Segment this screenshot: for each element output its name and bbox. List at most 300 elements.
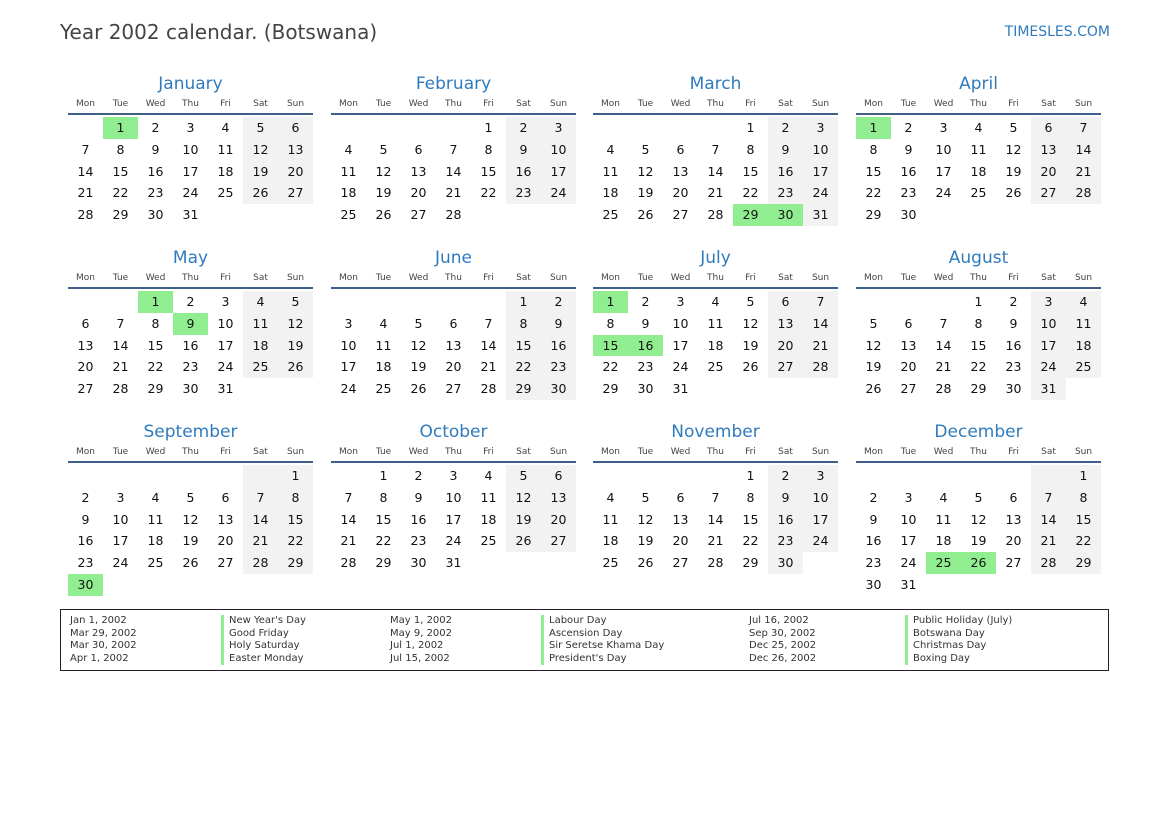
empty-day-cell bbox=[103, 465, 138, 487]
day-cell: 4 bbox=[344, 141, 353, 157]
month-name: April bbox=[959, 74, 998, 94]
day-cell: 3 bbox=[344, 315, 353, 331]
day-cell: 19 bbox=[637, 533, 654, 549]
weekday-label: Wed bbox=[670, 273, 691, 283]
day-cell: 15 bbox=[480, 163, 497, 179]
day-cell: 23 bbox=[637, 359, 654, 375]
day-cell: 22 bbox=[1066, 530, 1101, 552]
weekday-label: Thu bbox=[707, 99, 724, 109]
weekday-header bbox=[856, 97, 1101, 115]
day-cell: 5 bbox=[746, 294, 755, 309]
day-cell: 17 bbox=[900, 533, 917, 549]
day-cell: 18 bbox=[243, 335, 278, 357]
day-cell: 6 bbox=[676, 489, 685, 505]
weekday-label: Sat bbox=[1041, 273, 1056, 283]
day-cell: 13 bbox=[445, 337, 462, 353]
day-cell: 19 bbox=[410, 359, 427, 375]
day-cell: 3 bbox=[541, 117, 576, 139]
day-cell: 2 bbox=[904, 120, 913, 135]
day-cell: 20 bbox=[900, 359, 917, 375]
weekday-label: Mon bbox=[601, 447, 620, 457]
day-cell: 4 bbox=[606, 141, 615, 157]
day-cell: 1 bbox=[746, 120, 755, 135]
day-cell: 21 bbox=[1066, 161, 1101, 183]
day-cell: 3 bbox=[803, 465, 838, 487]
day-cell: 26 bbox=[637, 555, 654, 571]
legend-holiday-name: Boxing Day bbox=[905, 653, 1012, 666]
weekday-label: Mon bbox=[864, 447, 883, 457]
day-cell: 6 bbox=[414, 141, 423, 157]
day-cell: 15 bbox=[147, 337, 164, 353]
legend-holiday-name: Christmas Day bbox=[905, 640, 1012, 653]
day-cell: 27 bbox=[217, 555, 234, 571]
day-cell: 11 bbox=[970, 141, 987, 157]
day-cell: 17 bbox=[182, 163, 199, 179]
day-cell: 11 bbox=[935, 511, 952, 527]
holiday-day-cell: 1 bbox=[138, 291, 173, 313]
weekday-label: Thu bbox=[707, 273, 724, 283]
holiday-day-cell: 30 bbox=[68, 574, 103, 596]
day-cell: 12 bbox=[243, 139, 278, 161]
empty-day-cell bbox=[663, 465, 698, 487]
weekday-header bbox=[593, 97, 838, 115]
day-cell: 24 bbox=[1031, 356, 1066, 378]
day-cell: 27 bbox=[672, 207, 689, 223]
day-cell: 29 bbox=[742, 555, 759, 571]
holiday-day-cell: 1 bbox=[593, 291, 628, 313]
day-cell: 27 bbox=[541, 530, 576, 552]
day-cell: 28 bbox=[935, 381, 952, 397]
day-grid bbox=[331, 289, 576, 400]
day-cell: 27 bbox=[768, 356, 803, 378]
day-cell: 8 bbox=[746, 489, 755, 505]
weekday-label: Sun bbox=[811, 273, 830, 283]
day-cell: 8 bbox=[278, 487, 313, 509]
day-cell: 11 bbox=[147, 511, 164, 527]
day-cell: 21 bbox=[707, 185, 724, 201]
day-cell: 2 bbox=[414, 468, 423, 483]
legend-date-column bbox=[390, 615, 452, 665]
day-cell: 2 bbox=[151, 120, 160, 135]
weekday-label: Wed bbox=[670, 99, 691, 109]
day-cell: 11 bbox=[217, 141, 234, 157]
weekday-label: Wed bbox=[408, 99, 429, 109]
month-name: July bbox=[700, 248, 731, 268]
weekday-label: Sat bbox=[778, 447, 793, 457]
day-cell: 23 bbox=[865, 555, 882, 571]
day-cell: 14 bbox=[803, 313, 838, 335]
day-cell: 20 bbox=[217, 533, 234, 549]
day-cell: 8 bbox=[746, 141, 755, 157]
weekday-label: Wed bbox=[145, 447, 166, 457]
day-cell: 9 bbox=[904, 141, 913, 157]
legend-date: Mar 30, 2002 bbox=[70, 640, 137, 652]
empty-day-cell bbox=[68, 291, 103, 313]
day-cell: 9 bbox=[414, 489, 423, 505]
empty-day-cell bbox=[628, 117, 663, 139]
weekday-header bbox=[331, 271, 576, 289]
day-cell: 16 bbox=[410, 511, 427, 527]
day-cell: 3 bbox=[904, 489, 913, 505]
day-cell: 6 bbox=[221, 489, 230, 505]
day-cell: 6 bbox=[449, 315, 458, 331]
empty-day-cell bbox=[856, 465, 891, 487]
day-cell: 31 bbox=[900, 576, 917, 592]
month-name: June bbox=[434, 248, 473, 268]
weekday-label: Tue bbox=[637, 447, 654, 457]
day-cell: 30 bbox=[1005, 381, 1022, 397]
day-grid bbox=[856, 115, 1101, 226]
empty-day-cell bbox=[68, 465, 103, 487]
day-cell: 15 bbox=[970, 337, 987, 353]
weekday-label: Fri bbox=[220, 99, 231, 109]
legend-date-column bbox=[749, 615, 816, 665]
day-cell: 7 bbox=[939, 315, 948, 331]
day-cell: 7 bbox=[1066, 117, 1101, 139]
day-cell: 27 bbox=[672, 555, 689, 571]
day-cell: 26 bbox=[243, 182, 278, 204]
day-cell: 30 bbox=[900, 207, 917, 223]
weekday-label: Mon bbox=[339, 99, 358, 109]
weekday-label: Fri bbox=[220, 273, 231, 283]
weekday-label: Mon bbox=[76, 273, 95, 283]
weekday-label: Tue bbox=[112, 99, 129, 109]
day-cell: 8 bbox=[869, 141, 878, 157]
day-cell: 18 bbox=[375, 359, 392, 375]
day-cell: 25 bbox=[1066, 356, 1101, 378]
day-cell: 1 bbox=[506, 291, 541, 313]
legend-date-column bbox=[70, 615, 137, 665]
day-grid bbox=[68, 463, 313, 596]
weekday-label: Mon bbox=[339, 447, 358, 457]
weekday-label: Sat bbox=[253, 447, 268, 457]
weekday-label: Thu bbox=[445, 447, 462, 457]
page-title: Year 2002 calendar. (Botswana) bbox=[60, 20, 378, 44]
day-cell: 4 bbox=[1066, 291, 1101, 313]
day-cell: 7 bbox=[344, 489, 353, 505]
empty-day-cell bbox=[366, 291, 401, 313]
day-cell: 7 bbox=[803, 291, 838, 313]
empty-day-cell bbox=[926, 465, 961, 487]
weekday-label: Sat bbox=[253, 99, 268, 109]
day-cell: 17 bbox=[803, 161, 838, 183]
day-cell: 12 bbox=[637, 511, 654, 527]
day-cell: 29 bbox=[375, 555, 392, 571]
day-cell: 24 bbox=[340, 381, 357, 397]
weekday-label: Sat bbox=[253, 273, 268, 283]
day-cell: 8 bbox=[1066, 487, 1101, 509]
day-cell: 16 bbox=[541, 335, 576, 357]
day-cell: 30 bbox=[410, 555, 427, 571]
holiday-day-cell: 1 bbox=[103, 117, 138, 139]
day-cell: 22 bbox=[970, 359, 987, 375]
day-cell: 19 bbox=[278, 335, 313, 357]
day-cell: 15 bbox=[375, 511, 392, 527]
day-cell: 27 bbox=[445, 381, 462, 397]
day-cell: 23 bbox=[541, 356, 576, 378]
month-december bbox=[856, 421, 1101, 596]
day-cell: 4 bbox=[974, 120, 983, 135]
day-cell: 19 bbox=[742, 337, 759, 353]
day-cell: 19 bbox=[375, 185, 392, 201]
day-cell: 11 bbox=[1066, 313, 1101, 335]
day-cell: 21 bbox=[340, 533, 357, 549]
day-cell: 8 bbox=[606, 315, 615, 331]
day-cell: 15 bbox=[865, 163, 882, 179]
day-cell: 25 bbox=[707, 359, 724, 375]
empty-day-cell bbox=[103, 291, 138, 313]
day-cell: 26 bbox=[742, 359, 759, 375]
day-grid bbox=[593, 289, 838, 400]
day-cell: 15 bbox=[278, 509, 313, 531]
day-cell: 22 bbox=[506, 356, 541, 378]
day-cell: 13 bbox=[77, 337, 94, 353]
day-cell: 28 bbox=[243, 552, 278, 574]
day-cell: 14 bbox=[243, 509, 278, 531]
day-cell: 7 bbox=[711, 489, 720, 505]
day-cell: 25 bbox=[602, 555, 619, 571]
day-cell: 2 bbox=[186, 294, 195, 309]
empty-day-cell bbox=[891, 465, 926, 487]
day-cell: 9 bbox=[506, 139, 541, 161]
day-cell: 25 bbox=[243, 356, 278, 378]
day-cell: 27 bbox=[278, 182, 313, 204]
day-cell: 14 bbox=[707, 163, 724, 179]
day-cell: 1 bbox=[1066, 465, 1101, 487]
day-cell: 9 bbox=[1009, 315, 1018, 331]
day-cell: 6 bbox=[278, 117, 313, 139]
weekday-label: Fri bbox=[220, 447, 231, 457]
weekday-label: Fri bbox=[483, 273, 494, 283]
day-cell: 23 bbox=[147, 185, 164, 201]
day-cell: 26 bbox=[1005, 185, 1022, 201]
day-grid bbox=[331, 115, 576, 226]
day-cell: 30 bbox=[865, 576, 882, 592]
weekday-label: Thu bbox=[707, 447, 724, 457]
empty-day-cell bbox=[856, 291, 891, 313]
weekday-label: Wed bbox=[933, 273, 954, 283]
day-cell: 30 bbox=[147, 207, 164, 223]
weekday-label: Wed bbox=[933, 99, 954, 109]
day-cell: 7 bbox=[81, 141, 90, 157]
day-cell: 2 bbox=[641, 294, 650, 309]
day-cell: 28 bbox=[1031, 552, 1066, 574]
empty-day-cell bbox=[436, 117, 471, 139]
day-cell: 5 bbox=[869, 315, 878, 331]
weekday-label: Mon bbox=[601, 273, 620, 283]
weekday-label: Tue bbox=[900, 447, 917, 457]
day-cell: 24 bbox=[803, 182, 838, 204]
day-cell: 22 bbox=[147, 359, 164, 375]
brand-link[interactable]: TIMESLES.COM bbox=[1004, 24, 1110, 40]
empty-day-cell bbox=[331, 465, 366, 487]
weekday-label: Thu bbox=[445, 99, 462, 109]
day-cell: 11 bbox=[480, 489, 497, 505]
empty-day-cell bbox=[331, 291, 366, 313]
day-cell: 2 bbox=[506, 117, 541, 139]
weekday-label: Fri bbox=[745, 273, 756, 283]
day-cell: 15 bbox=[742, 511, 759, 527]
day-cell: 9 bbox=[641, 315, 650, 331]
day-cell: 16 bbox=[506, 161, 541, 183]
weekday-label: Thu bbox=[182, 273, 199, 283]
day-cell: 10 bbox=[900, 511, 917, 527]
day-cell: 20 bbox=[768, 335, 803, 357]
month-name: November bbox=[671, 422, 760, 442]
weekday-label: Mon bbox=[76, 99, 95, 109]
day-cell: 17 bbox=[445, 511, 462, 527]
day-cell: 18 bbox=[602, 185, 619, 201]
day-cell: 25 bbox=[602, 207, 619, 223]
day-cell: 1 bbox=[484, 120, 493, 135]
legend-date: May 9, 2002 bbox=[390, 627, 453, 639]
day-cell: 14 bbox=[340, 511, 357, 527]
legend-date: Jul 16, 2002 bbox=[749, 615, 809, 626]
empty-day-cell bbox=[366, 117, 401, 139]
weekday-header bbox=[593, 445, 838, 463]
legend-date: Dec 26, 2002 bbox=[749, 652, 817, 664]
day-cell: 18 bbox=[602, 533, 619, 549]
day-cell: 15 bbox=[742, 163, 759, 179]
weekday-label: Mon bbox=[864, 273, 883, 283]
day-cell: 3 bbox=[449, 468, 458, 483]
month-august bbox=[856, 247, 1101, 400]
empty-day-cell bbox=[1031, 465, 1066, 487]
day-cell: 30 bbox=[541, 378, 576, 400]
day-cell: 23 bbox=[900, 185, 917, 201]
day-cell: 21 bbox=[803, 335, 838, 357]
day-cell: 13 bbox=[768, 313, 803, 335]
day-cell: 8 bbox=[484, 141, 493, 157]
day-cell: 18 bbox=[147, 533, 164, 549]
day-cell: 11 bbox=[602, 511, 619, 527]
day-cell: 24 bbox=[445, 533, 462, 549]
day-cell: 31 bbox=[1031, 378, 1066, 400]
day-cell: 26 bbox=[410, 381, 427, 397]
day-cell: 20 bbox=[1005, 533, 1022, 549]
day-cell: 18 bbox=[970, 163, 987, 179]
weekday-label: Sun bbox=[1074, 273, 1093, 283]
day-cell: 23 bbox=[768, 182, 803, 204]
empty-day-cell bbox=[926, 291, 961, 313]
weekday-label: Sat bbox=[778, 99, 793, 109]
day-cell: 11 bbox=[243, 313, 278, 335]
day-cell: 31 bbox=[445, 555, 462, 571]
day-cell: 11 bbox=[602, 163, 619, 179]
day-cell: 28 bbox=[340, 555, 357, 571]
month-march bbox=[593, 73, 838, 226]
day-cell: 3 bbox=[186, 120, 195, 135]
day-cell: 8 bbox=[379, 489, 388, 505]
day-cell: 4 bbox=[484, 468, 493, 483]
weekday-label: Fri bbox=[1008, 273, 1019, 283]
legend-name-column bbox=[541, 615, 664, 665]
day-cell: 18 bbox=[707, 337, 724, 353]
day-cell: 17 bbox=[112, 533, 129, 549]
empty-day-cell bbox=[471, 291, 506, 313]
day-cell: 14 bbox=[445, 163, 462, 179]
day-cell: 3 bbox=[803, 117, 838, 139]
day-cell: 21 bbox=[112, 359, 129, 375]
day-cell: 14 bbox=[707, 511, 724, 527]
day-cell: 19 bbox=[637, 185, 654, 201]
day-cell: 17 bbox=[672, 337, 689, 353]
weekday-label: Fri bbox=[745, 447, 756, 457]
weekday-header bbox=[593, 271, 838, 289]
month-april bbox=[856, 73, 1101, 226]
weekday-header bbox=[331, 97, 576, 115]
day-cell: 17 bbox=[935, 163, 952, 179]
day-cell: 22 bbox=[742, 185, 759, 201]
day-cell: 23 bbox=[182, 359, 199, 375]
day-cell: 5 bbox=[641, 489, 650, 505]
day-cell: 20 bbox=[410, 185, 427, 201]
day-cell: 29 bbox=[506, 378, 541, 400]
day-cell: 27 bbox=[900, 381, 917, 397]
day-cell: 11 bbox=[375, 337, 392, 353]
legend-date: Jul 1, 2002 bbox=[390, 640, 444, 652]
empty-day-cell bbox=[628, 465, 663, 487]
holiday-day-cell: 29 bbox=[733, 204, 768, 226]
empty-day-cell bbox=[401, 117, 436, 139]
day-cell: 24 bbox=[112, 555, 129, 571]
day-cell: 20 bbox=[672, 533, 689, 549]
empty-day-cell bbox=[698, 465, 733, 487]
weekday-label: Wed bbox=[408, 273, 429, 283]
day-cell: 20 bbox=[77, 359, 94, 375]
empty-day-cell bbox=[208, 465, 243, 487]
day-cell: 24 bbox=[935, 185, 952, 201]
empty-day-cell bbox=[401, 291, 436, 313]
day-cell: 18 bbox=[480, 511, 497, 527]
legend-holiday-name: Botswana Day bbox=[905, 628, 1012, 641]
day-cell: 31 bbox=[803, 204, 838, 226]
day-cell: 24 bbox=[803, 530, 838, 552]
empty-day-cell bbox=[996, 465, 1031, 487]
day-cell: 1 bbox=[278, 465, 313, 487]
day-cell: 19 bbox=[970, 533, 987, 549]
day-cell: 7 bbox=[116, 315, 125, 331]
day-cell: 10 bbox=[672, 315, 689, 331]
day-cell: 27 bbox=[77, 381, 94, 397]
legend-holiday-name: Easter Monday bbox=[221, 653, 306, 666]
day-cell: 9 bbox=[151, 141, 160, 157]
month-name: May bbox=[172, 248, 209, 268]
day-cell: 22 bbox=[112, 185, 129, 201]
day-cell: 19 bbox=[1005, 163, 1022, 179]
month-june bbox=[331, 247, 576, 400]
day-cell: 1 bbox=[379, 468, 388, 483]
day-cell: 25 bbox=[375, 381, 392, 397]
weekday-label: Mon bbox=[76, 447, 95, 457]
weekday-label: Thu bbox=[970, 99, 987, 109]
day-grid bbox=[856, 463, 1101, 596]
day-cell: 4 bbox=[221, 120, 230, 135]
day-cell: 28 bbox=[707, 555, 724, 571]
day-cell: 27 bbox=[410, 207, 427, 223]
day-cell: 21 bbox=[480, 359, 497, 375]
day-cell: 4 bbox=[606, 489, 615, 505]
day-cell: 7 bbox=[711, 141, 720, 157]
day-cell: 14 bbox=[77, 163, 94, 179]
day-cell: 13 bbox=[672, 163, 689, 179]
legend-holiday-name: President's Day bbox=[541, 653, 664, 666]
day-cell: 26 bbox=[506, 530, 541, 552]
month-january bbox=[68, 73, 313, 226]
day-cell: 22 bbox=[865, 185, 882, 201]
day-cell: 2 bbox=[869, 489, 878, 505]
day-cell: 2 bbox=[1009, 294, 1018, 309]
